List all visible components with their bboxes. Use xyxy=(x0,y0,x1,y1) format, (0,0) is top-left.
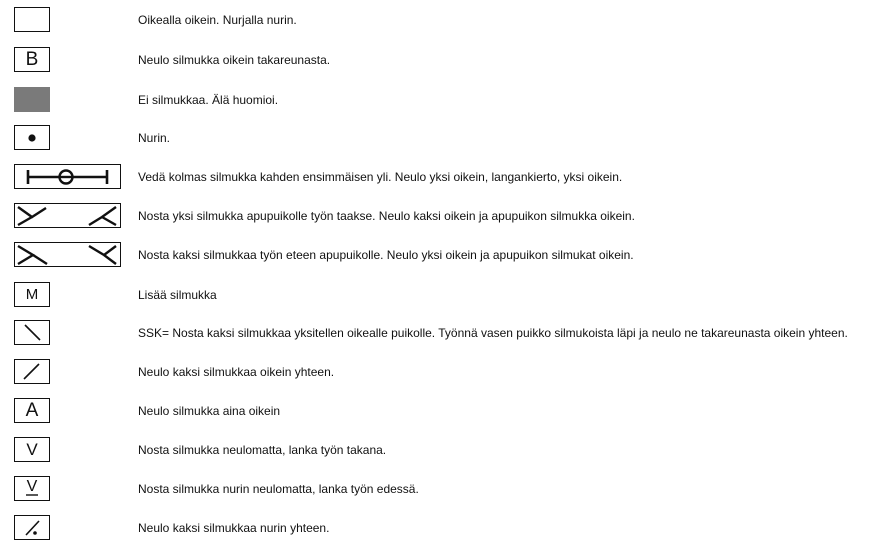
legend-description: Lisää silmukka xyxy=(138,288,217,302)
symbol-letter: V xyxy=(26,440,38,459)
legend-description: Nurin. xyxy=(138,131,171,145)
legend-row-purl xyxy=(0,121,890,155)
legend-row-no-stitch xyxy=(0,83,890,117)
legend-description: Vedä kolmas silmukka kahden ensimmäisen yli. Neulo yksi oikein, langankierto, yksi oikein. xyxy=(138,170,623,184)
dot-icon xyxy=(14,125,50,150)
grey-fill-icon xyxy=(14,87,50,112)
letter-b-icon xyxy=(14,47,50,72)
legend-description: Neulo silmukka oikein takareunasta. xyxy=(138,53,331,67)
symbol-letter: V xyxy=(26,478,38,495)
letter-a-icon xyxy=(14,398,50,423)
legend-row-ssk xyxy=(0,316,890,350)
legend-description: Neulo kaksi silmukkaa oikein yhteen. xyxy=(138,365,335,379)
letter-m-icon xyxy=(14,282,50,307)
legend-row-cable-front xyxy=(0,238,890,272)
legend-description: Nosta kaksi silmukkaa työn eteen apupuikolle. Neulo yksi oikein ja apupuikon silmukat oikein. xyxy=(138,248,634,262)
legend-row-knit-tbl xyxy=(0,43,890,77)
legend-row-always-knit xyxy=(0,394,890,428)
cable-front-icon xyxy=(14,242,121,267)
legend-description: SSK= Nosta kaksi silmukkaa yksitellen oikealle puikolle. Työnnä vasen puikko silmukoista läpi ja neulo ne takareunasta oikein yhteen. xyxy=(138,326,848,340)
legend-description: Neulo kaksi silmukkaa nurin yhteen. xyxy=(138,521,330,535)
legend-row-knit xyxy=(0,3,890,37)
legend-description: Oikealla oikein. Nurjalla nurin. xyxy=(138,13,297,27)
legend-row-cable-back xyxy=(0,199,890,233)
legend-row-psso xyxy=(0,160,890,194)
legend-row-slip-wyib xyxy=(0,433,890,467)
legend-row-make-one xyxy=(0,278,890,312)
symbol-letter: M xyxy=(25,286,39,303)
left-slant-icon xyxy=(14,320,50,345)
legend-description: Nosta yksi silmukka apupuikolle työn taakse. Neulo kaksi oikein ja apupuikon silmukka oikein. xyxy=(138,209,635,223)
v-underline-slip-icon xyxy=(14,476,50,501)
legend-description: Ei silmukkaa. Älä huomioi. xyxy=(138,93,279,107)
slant-dot-icon xyxy=(14,515,50,540)
blank-square-icon xyxy=(14,7,50,32)
legend-description: Nosta silmukka neulomatta, lanka työn takana. xyxy=(138,443,387,457)
right-slant-icon xyxy=(14,359,50,384)
legend-row-p2tog xyxy=(0,511,890,545)
legend-row-slip-wyif xyxy=(0,472,890,506)
legend-description: Nosta silmukka nurin neulomatta, lanka työn edessä. xyxy=(138,482,419,496)
legend-row-k2tog xyxy=(0,355,890,389)
slip-pass-over-icon xyxy=(14,164,121,189)
legend-description: Neulo silmukka aina oikein xyxy=(138,404,281,418)
symbol-letter: B xyxy=(25,49,39,70)
cable-back-icon xyxy=(14,203,121,228)
symbol-letter: A xyxy=(25,400,39,421)
v-slip-icon xyxy=(14,437,50,462)
